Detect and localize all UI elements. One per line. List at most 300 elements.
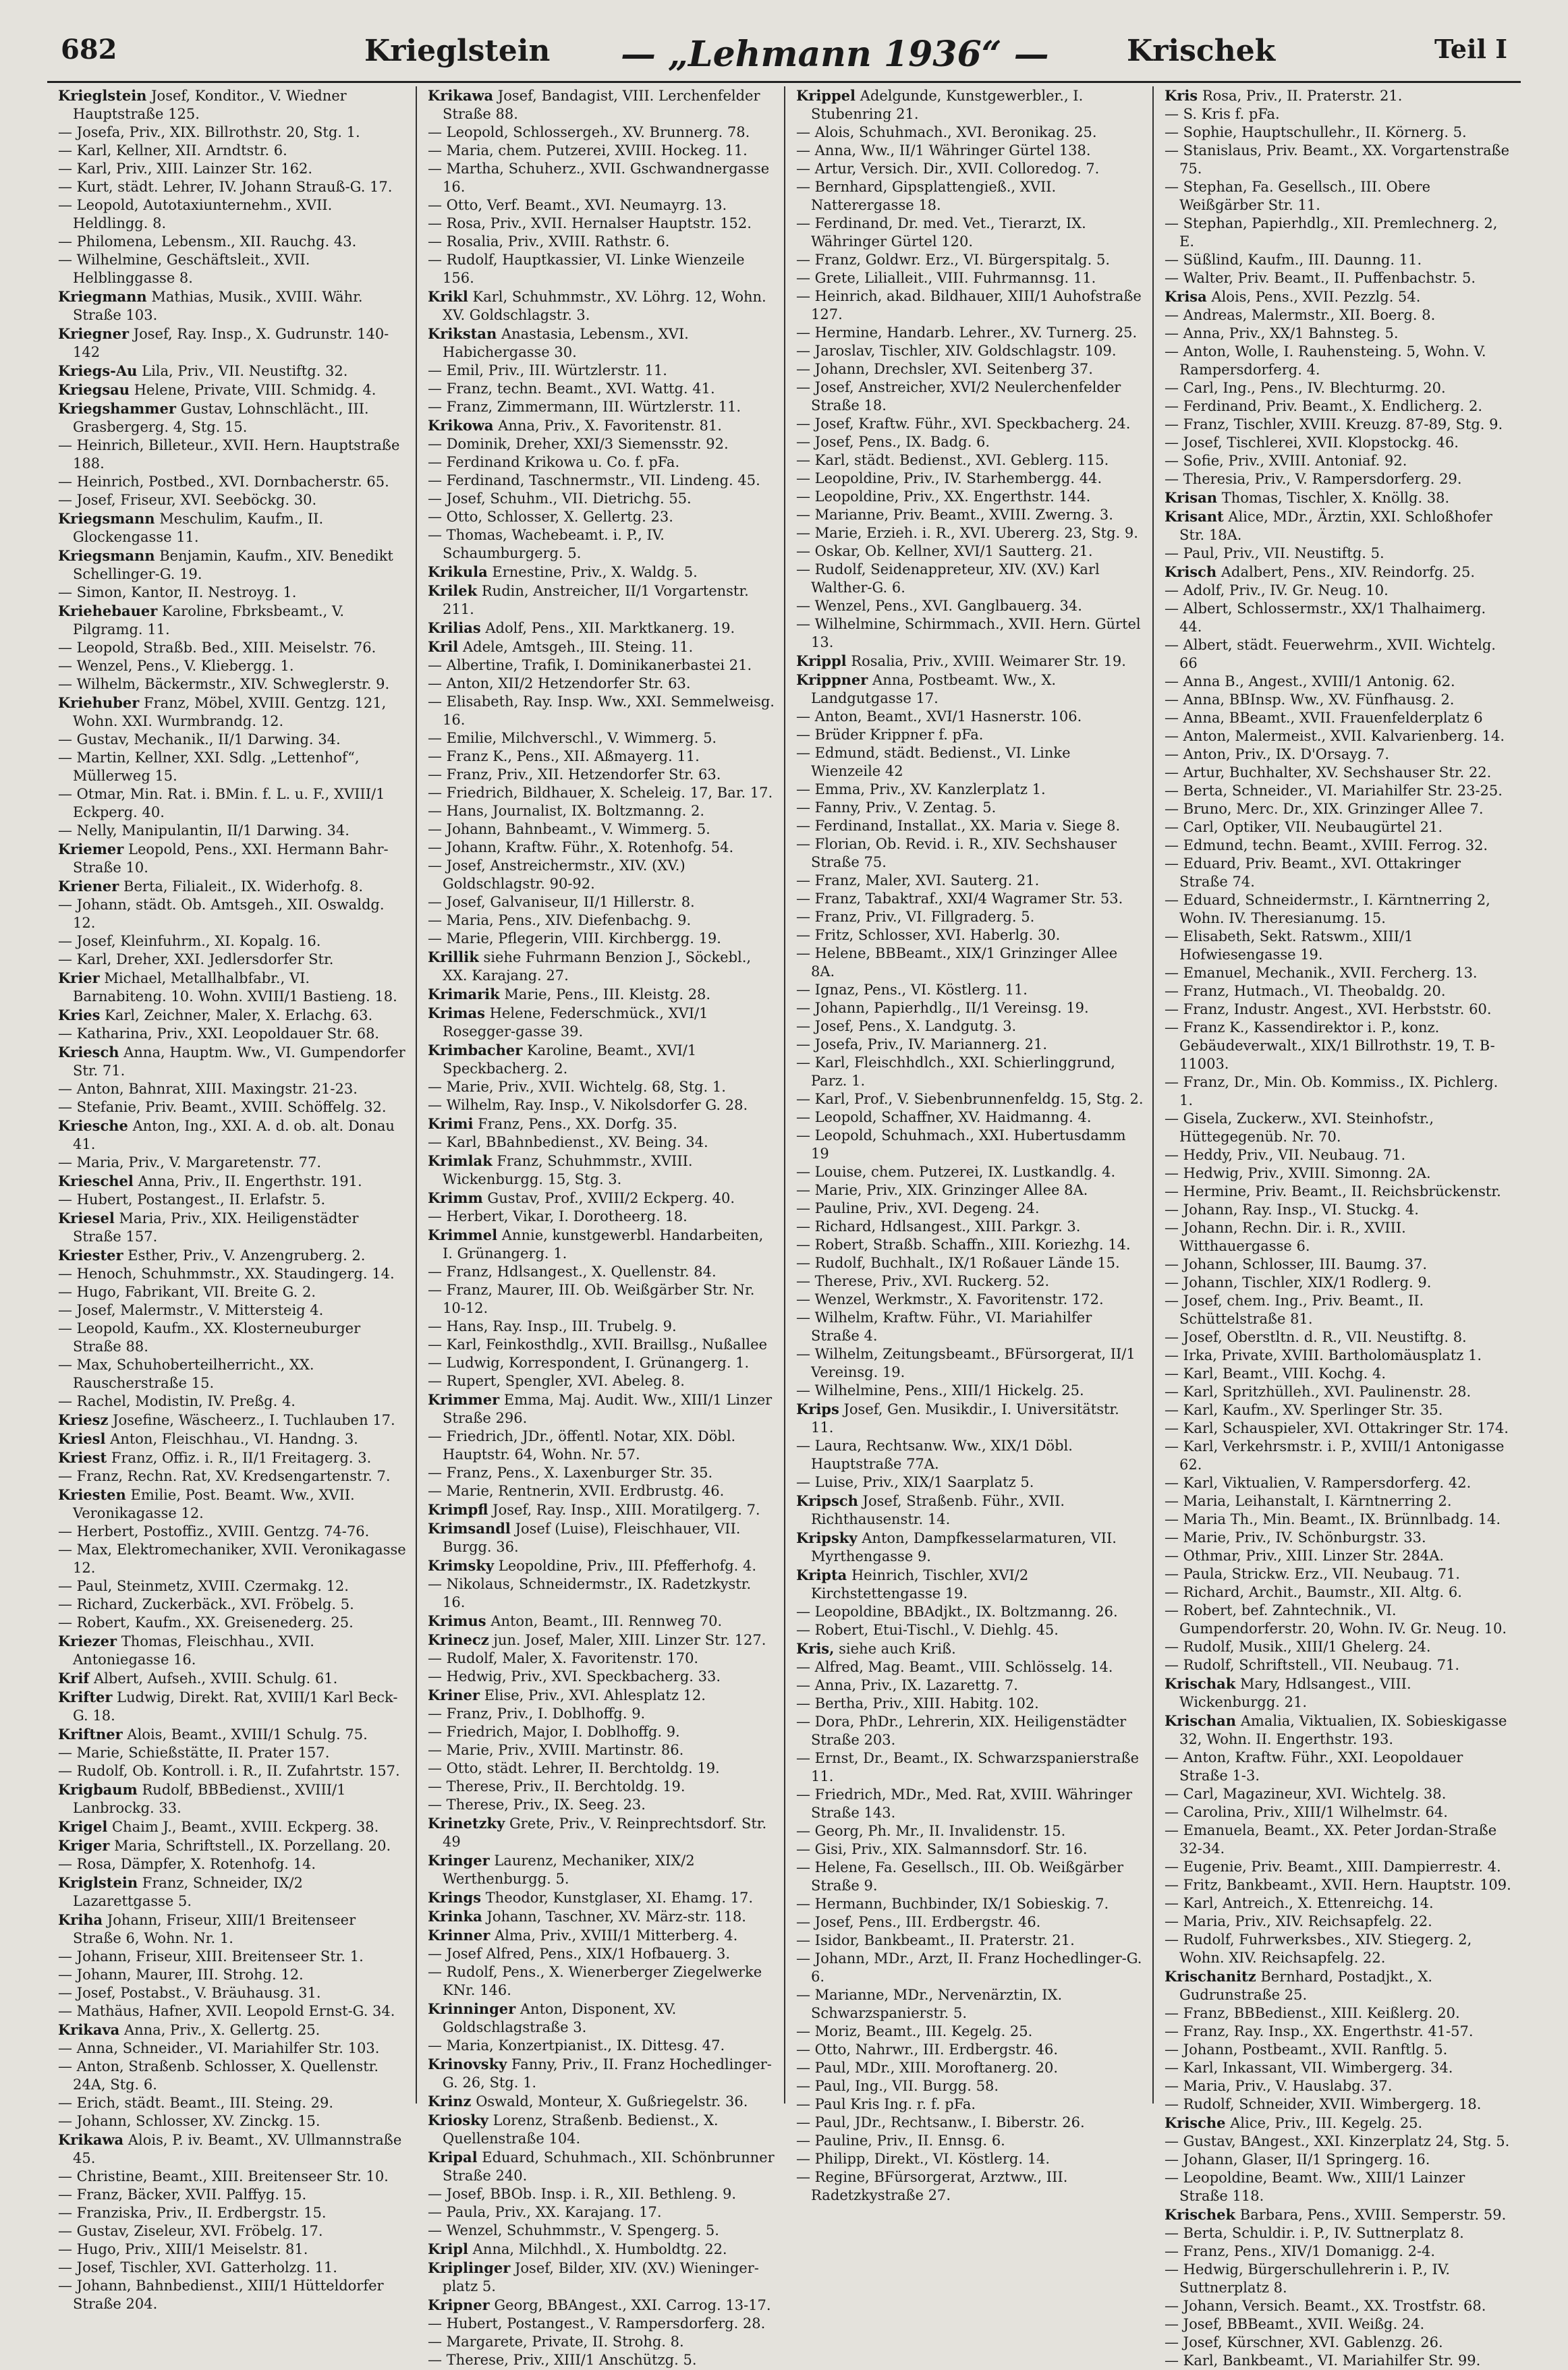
directory-entry: [796, 324, 1144, 342]
entry-surname: Krinka: [428, 1908, 482, 1925]
entry-surname: Kril: [428, 638, 459, 655]
directory-entry: [58, 822, 408, 840]
entry-text: Chaim J., Beamt., XVIII. Eckperg. 38.: [112, 1819, 379, 1835]
entry-text: — Rosalia, Priv., XVIII. Rathstr. 6.: [428, 233, 670, 250]
entry-text: — Pauline, Priv., XVI. Degeng. 24.: [796, 1200, 1040, 1216]
directory-entry: [428, 1004, 776, 1041]
entry-text: Michael, Metallhalbfabr., VI. Barnabiteng. 10. Wohn. XVIII/1 Bastieng. 18.: [73, 970, 397, 1005]
entry-text: Johann, Friseur, XIII/1 Breitenseer Straße 6, Wohn. Nr. 1.: [73, 1912, 356, 1946]
entry-text: — Josef, Oberstltn. d. R., VII. Neustiftg. 8.: [1165, 1329, 1467, 1345]
directory-entry: [796, 1931, 1144, 1950]
entry-text: — Georg, Ph. Mr., II. Invalidenstr. 15.: [796, 1823, 1066, 1839]
entry-text: — Therese, Priv., II. Berchtoldg. 19.: [428, 1778, 685, 1795]
entry-text: — Franz, Maler, XVI. Sauterg. 21.: [796, 872, 1040, 888]
directory-entry: [58, 1744, 408, 1762]
entry-text: Gustav, Prof., XVIII/2 Eckperg. 40.: [487, 1190, 735, 1206]
entry-text: Emma, Maj. Audit. Ww., XIII/1 Linzer Straße 296.: [443, 1392, 773, 1426]
entry-surname: Krinz: [428, 2093, 472, 2110]
entry-text: — Ernst, Dr., Beamt., IX. Schwarzspanierstraße 11.: [796, 1750, 1140, 1784]
entry-text: — Mathäus, Hafner, XVII. Leopold Ernst-G. 34.: [58, 2003, 395, 2019]
entry-text: — Anton, Wolle, I. Rauhensteing. 5, Wohn. V. Rampersdorferg. 4.: [1165, 343, 1486, 378]
directory-entry: [1165, 1674, 1513, 1712]
entry-surname: Kriner: [428, 1687, 480, 1703]
directory-entry: [428, 472, 776, 490]
entry-text: Anton, Disponent, XV. Goldschlagstraße 3.: [443, 2001, 677, 2035]
directory-entry: [796, 1236, 1144, 1254]
directory-entry: [58, 749, 408, 785]
directory-entry: [1165, 416, 1513, 434]
directory-entry: [1165, 1876, 1513, 1894]
directory-entry: [428, 1778, 776, 1796]
directory-entry: [428, 563, 776, 582]
directory-entry: [796, 2150, 1144, 2168]
directory-entry: [796, 2041, 1144, 2059]
entry-text: — Leopold, Schlossergeh., XV. Brunnerg. 78.: [428, 124, 750, 140]
entry-text: — Heinrich, Postbed., XVI. Dornbacherstr. 65.: [58, 474, 389, 490]
directory-entry: [1165, 215, 1513, 251]
entry-surname: Krinninger: [428, 2000, 516, 2017]
directory-entry: [58, 1301, 408, 1320]
entry-text: Helene, Federschmück., XVI/1 Rosegger-gasse 39.: [443, 1005, 708, 1040]
directory-entry: [428, 526, 776, 563]
directory-entry: [796, 1090, 1144, 1108]
entry-text: Karl, Schuhmmstr., XV. Löhrg. 12, Wohn. XV. Goldschlagstr. 3.: [443, 289, 766, 323]
entry-text: — Martin, Kellner, XXI. Sdlg. „Lettenhof“, Müllerweg 15.: [58, 750, 360, 784]
entry-text: — Paula, Priv., XX. Karajang. 17.: [428, 2204, 662, 2220]
directory-entry: [58, 1911, 408, 1948]
directory-entry: [58, 1632, 408, 1669]
directory-entry: [796, 744, 1144, 781]
directory-entry: [1165, 709, 1513, 727]
entry-text: — Alfred, Mag. Beamt., VIII. Schlösselg. 14.: [796, 1659, 1113, 1675]
entry-text: — Leopoldine, Priv., XX. Engerthstr. 144.: [796, 488, 1091, 505]
directory-entry: [58, 2094, 408, 2112]
directory-entry: [58, 196, 408, 233]
entry-text: — Dominik, Dreher, XXI/3 Siemensstr. 92.: [428, 436, 729, 452]
directory-entry: [1165, 2334, 1513, 2352]
entry-text: — Josef, Postabst., V. Bräuhausg. 31.: [58, 1985, 321, 2001]
entry-surname: Kriegshammer: [58, 400, 176, 417]
entry-text: — Josef, Kürschner, XVI. Gablenzg. 26.: [1165, 2334, 1443, 2350]
directory-entry: [1165, 855, 1513, 891]
entry-surname: Kris,: [796, 1640, 835, 1657]
directory-entry: [796, 470, 1144, 488]
entry-text: — Anton, Priv., IX. D'Orsayg. 7.: [1165, 746, 1390, 762]
entry-text: Alma, Priv., XVIII/1 Mitterberg. 4.: [494, 1927, 738, 1944]
directory-entry: [428, 287, 776, 325]
directory-entry: [428, 2222, 776, 2240]
entry-text: — Karl, Inkassant, VII. Wimbergerg. 34.: [1165, 2060, 1453, 2076]
directory-entry: [796, 1913, 1144, 1931]
directory-entry: [796, 1345, 1144, 1382]
entry-text: — Edmund, techn. Beamt., XVIII. Ferrog. 32.: [1165, 837, 1488, 853]
entry-text: — Elisabeth, Sekt. Ratswm., XIII/1 Hofwiesengasse 19.: [1165, 928, 1413, 963]
entry-text: — Carolina, Priv., XIII/1 Wilhelmstr. 64.: [1165, 1804, 1448, 1820]
directory-entry: [796, 1822, 1144, 1840]
directory-entry: [1165, 1565, 1513, 1583]
directory-entry: [1165, 600, 1513, 636]
entry-surname: Kriemer: [58, 841, 124, 857]
entry-text: Ludwig, Direkt. Rat, XVIII/1 Karl Beck-G. 18.: [73, 1689, 398, 1724]
entry-text: — Paul, Ing., VII. Burgg. 58.: [796, 2078, 999, 2094]
directory-entry: [58, 1966, 408, 1984]
entry-surname: Kripal: [428, 2149, 478, 2166]
directory-entry: [1165, 891, 1513, 928]
directory-entry: [428, 1686, 776, 1705]
directory-entry: [1165, 1712, 1513, 1749]
directory-entry: [58, 86, 408, 123]
entry-text: — Karl, städt. Bedienst., XVI. Geblerg. 115.: [796, 452, 1109, 468]
entry-text: Anna, Milchhdl., X. Humboldtg. 22.: [472, 2241, 727, 2257]
entry-text: — Josef, Anstreichermstr., XIV. (XV.) Goldschlagstr. 90-92.: [428, 857, 685, 892]
directory-entry: [428, 675, 776, 693]
entry-surname: Krikula: [428, 563, 488, 580]
entry-text: — Albert, Schlossermstr., XX/1 Thalhaimerg. 44.: [1165, 600, 1486, 635]
entry-text: — Brüder Krippner f. pFa.: [796, 727, 984, 743]
entry-text: — Anna, Priv., XX/1 Bahnsteg. 5.: [1165, 325, 1399, 341]
directory-entry: [58, 1430, 408, 1448]
directory-entry: [1165, 1529, 1513, 1547]
directory-entry: [1165, 1931, 1513, 1967]
entry-text: — Christine, Beamt., XIII. Breitenseer Str. 10.: [58, 2168, 389, 2184]
directory-entry: [796, 1639, 1144, 1658]
entry-text: Adelgunde, Kunstgewerbler., I. Stubenring 21.: [811, 88, 1084, 122]
directory-entry: [1165, 1292, 1513, 1328]
entry-text: Josef, Ray. Insp., XIII. Moratilgerg. 7.: [493, 1502, 760, 1518]
directory-entry: [796, 2059, 1144, 2077]
directory-entry: [1165, 2261, 1513, 2297]
directory-entry: [796, 835, 1144, 872]
entry-text: — Marie, Priv., IV. Schönburgstr. 33.: [1165, 1529, 1426, 1546]
entry-text: — Rudolf, Schneider, XVII. Wimbergerg. 18.: [1165, 2096, 1482, 2112]
directory-entry: [58, 436, 408, 473]
directory-entry: [428, 1464, 776, 1482]
directory-entry: [796, 1695, 1144, 1713]
entry-text: — Robert, Kaufm., XX. Greisenederg. 25.: [58, 1614, 354, 1631]
entry-text: Rosalia, Priv., XVIII. Weimarer Str. 19.: [851, 653, 1126, 669]
entry-text: — Johann, Kraftw. Führ., X. Rotenhofg. 54.: [428, 839, 734, 855]
directory-entry: [58, 932, 408, 951]
directory-entry: [1165, 2004, 1513, 2023]
header-left-keyword: Krieglstein: [364, 34, 551, 68]
directory-entry: [428, 1226, 776, 1263]
entry-surname: Krisant: [1165, 508, 1224, 525]
entry-text: — Karl, Viktualien, V. Rampersdorferg. 42.: [1165, 1475, 1472, 1491]
entry-text: — Johann, Versich. Beamt., XX. Trostfstr. 68.: [1165, 2298, 1486, 2314]
directory-entry: [428, 1372, 776, 1390]
directory-entry: [428, 1390, 776, 1428]
directory-entry: [796, 1749, 1144, 1786]
entry-text: Laurenz, Mechaniker, XIX/2 Werthenburgg. 5.: [443, 1853, 695, 1887]
directory-entry: [796, 1200, 1144, 1218]
entry-text: — Karl, Spritzhülleh., XVI. Paulinenstr. 28.: [1165, 1384, 1472, 1400]
entry-surname: Kripner: [428, 2296, 490, 2313]
entry-surname: Krimpfl: [428, 1501, 488, 1518]
directory-entry: [58, 233, 408, 251]
entry-text: — Max, Schuhoberteilherricht., XX. Rauscherstraße 15.: [58, 1357, 314, 1391]
directory-entry: [1165, 818, 1513, 837]
entry-text: — Eduard, Priv. Beamt., XVI. Ottakringer Straße 74.: [1165, 855, 1461, 890]
entry-surname: Krischan: [1165, 1712, 1237, 1729]
directory-entry: [796, 1603, 1144, 1621]
directory-entry: [796, 142, 1144, 160]
directory-entry: [58, 1523, 408, 1541]
directory-entry: [796, 981, 1144, 999]
directory-entry: [58, 1669, 408, 1688]
directory-entry: [428, 490, 776, 508]
entry-text: — Hermine, Priv. Beamt., II. Reichsbrückenstr.: [1165, 1183, 1501, 1200]
entry-text: Bernhard, Postadjkt., X. Gudrunstraße 25.: [1179, 1969, 1433, 2003]
directory-entry: [58, 2131, 408, 2168]
entry-surname: Krikstan: [428, 325, 497, 342]
entry-text: — Othmar, Priv., XIII. Linzer Str. 284A.: [1165, 1548, 1445, 1564]
entry-text: — Marie, Erzieh. i. R., XVI. Ubererg. 23, Stg. 9.: [796, 525, 1138, 541]
entry-text: — Grete, Lilialleit., VIII. Fuhrmannsg. 11.: [796, 270, 1096, 286]
directory-entry: [428, 802, 776, 820]
directory-entry: [58, 380, 408, 399]
entry-text: — Wenzel, Schuhmmstr., V. Spengerg. 5.: [428, 2222, 719, 2238]
directory-entry: [58, 473, 408, 491]
directory-entry: [428, 2185, 776, 2203]
entry-text: — Marianne, Priv. Beamt., XVIII. Zwerng. 3.: [796, 507, 1113, 523]
column-1: [47, 86, 416, 2312]
entry-text: Johann, Taschner, XV. März-str. 118.: [486, 1909, 746, 1925]
header-right-keyword: Krischek: [1127, 34, 1276, 68]
entry-surname: Krigel: [58, 1818, 108, 1835]
directory-entry: [1165, 1858, 1513, 1876]
directory-entry: [796, 1163, 1144, 1181]
entry-text: — Gisela, Zuckerw., XVI. Steinhofstr., Hüttegegenüb. Nr. 70.: [1165, 1110, 1434, 1145]
entry-text: — Helene, BBBeamt., XIX/1 Grinzinger Allee 8A.: [796, 945, 1118, 980]
directory-entry: [428, 1668, 776, 1686]
entry-surname: Krimmer: [428, 1391, 500, 1408]
entry-text: — Laura, Rechtsanw. Ww., XIX/1 Döbl. Hauptstraße 77A.: [796, 1438, 1073, 1472]
directory-entry: [428, 380, 776, 398]
entry-text: — Maria, Priv., V. Hauslabg. 37.: [1165, 2078, 1393, 2094]
entry-text: — Bertha, Priv., XIII. Habitg. 102.: [796, 1695, 1039, 1712]
directory-entry: [428, 123, 776, 142]
directory-entry: [428, 2333, 776, 2351]
directory-entry: [428, 1318, 776, 1336]
directory-entry: [796, 1309, 1144, 1345]
entry-surname: Krimmel: [428, 1226, 498, 1243]
entry-surname: Krikowa: [428, 417, 494, 434]
directory-entry: [58, 362, 408, 380]
directory-entry: [1165, 1638, 1513, 1656]
directory-entry: [1165, 2169, 1513, 2205]
entry-text: — Bruno, Merc. Dr., XIX. Grinzinger Allee 7.: [1165, 801, 1484, 817]
entry-text: — Maria, Priv., XIV. Reichsapfelg. 22.: [1165, 1913, 1432, 1929]
directory-entry: [796, 1840, 1144, 1859]
entry-text: Theodor, Kunstglaser, XI. Ehamg. 17.: [485, 1890, 754, 1906]
directory-entry: [796, 908, 1144, 926]
entry-text: Anna, Priv., X. Favoritenstr. 81.: [498, 418, 722, 434]
entry-text: — Maria, Pens., XIV. Diefenbachg. 9.: [428, 912, 692, 928]
entry-surname: Kriegsmann: [58, 547, 155, 564]
directory-entry: [428, 233, 776, 251]
directory-entry: [1165, 2114, 1513, 2133]
directory-entry: [796, 1473, 1144, 1492]
directory-entry: [58, 785, 408, 822]
directory-entry: [58, 2259, 408, 2277]
directory-entry: [58, 2204, 408, 2222]
directory-entry: [1165, 251, 1513, 269]
entry-surname: Krippner: [796, 671, 868, 688]
entry-text: Franz, Möbel, XVIII. Gentzg. 121, Wohn. XXI. Wurmbrandg. 12.: [73, 695, 387, 729]
entry-text: — Paula, Strickw. Erz., VII. Neubaug. 71.: [1165, 1566, 1460, 1582]
directory-entry: [1165, 343, 1513, 379]
entry-text: Marie, Pens., III. Kleistg. 28.: [504, 986, 711, 1003]
directory-entry: [1165, 86, 1513, 105]
directory-entry: [796, 160, 1144, 178]
directory-entry: [796, 890, 1144, 908]
entry-surname: Kriester: [58, 1247, 123, 1264]
entry-text: Josef, Bandagist, VIII. Lerchenfelder Straße 88.: [443, 88, 760, 122]
entry-text: — Maria, Leihanstalt, I. Kärntnerring 2.: [1165, 1493, 1452, 1509]
directory-entry: [428, 453, 776, 472]
directory-entry: [58, 142, 408, 160]
entry-text: — Henoch, Schuhmmstr., XX. Staudingerg. 14.: [58, 1266, 395, 1282]
directory-entry: [58, 2112, 408, 2131]
entry-text: Josef, Ray. Insp., X. Gudrunstr. 140-142: [73, 326, 389, 360]
directory-entry: [1165, 1583, 1513, 1602]
entry-text: Anna, Postbeamt. Ww., X. Landgutgasse 17.: [811, 672, 1057, 706]
directory-entry: [428, 1612, 776, 1631]
entry-text: — Rudolf, Hauptkassier, VI. Linke Wienzeile 156.: [428, 252, 745, 286]
entry-surname: Kriehebauer: [58, 602, 158, 619]
page-number: 682: [61, 34, 117, 65]
entry-text: — Katharina, Priv., XXI. Leopoldauer Str. 68.: [58, 1025, 380, 1042]
entry-text: — Franz K., Kassendirektor i. P., konz. Gebäudeverwalt., XIX/1 Billrothstr. 19, T. B-11003.: [1165, 1019, 1495, 1072]
entry-surname: Krisa: [1165, 288, 1207, 305]
directory-entry: [428, 619, 776, 638]
entry-surname: Kriener: [58, 878, 119, 895]
entry-text: — Anna, Ww., II/1 Währinger Gürtel 138.: [796, 142, 1091, 159]
directory-entry: [796, 123, 1144, 142]
directory-entry: [796, 671, 1144, 708]
entry-text: — Franz, Tabaktraf., XXI/4 Wagramer Str. 53.: [796, 891, 1123, 907]
directory-entry: [58, 951, 408, 969]
entry-text: — Wilhelm, Bäckermstr., XIV. Schweglerstr. 9.: [58, 676, 390, 692]
directory-entry: [58, 602, 408, 639]
directory-entry: [428, 1096, 776, 1115]
entry-text: — Ludwig, Korrespondent, I. Grünangerg. 1.: [428, 1355, 750, 1371]
directory-entry: [796, 615, 1144, 652]
entry-text: — Erich, städt. Beamt., III. Steing. 29.: [58, 2095, 334, 2111]
entry-text: — Rosa, Priv., XVII. Hernalser Hauptstr. 152.: [428, 215, 752, 231]
directory-entry: [428, 747, 776, 766]
directory-entry: [58, 2039, 408, 2058]
entry-text: — Rosa, Dämpfer, X. Rotenhofg. 14.: [58, 1856, 316, 1872]
directory-entry: [428, 2203, 776, 2222]
entry-text: — Franz, Pens., XIV/1 Domanigg. 2-4.: [1165, 2243, 1436, 2259]
directory-entry: [1165, 1401, 1513, 1419]
entry-text: Georg, BBAngest., XXI. Carrog. 13-17.: [494, 2297, 771, 2313]
entry-text: — Philipp, Direkt., VI. Köstlerg. 14.: [796, 2151, 1051, 2167]
directory-entry: [796, 360, 1144, 378]
entry-text: — Hugo, Fabrikant, VII. Breite G. 2.: [58, 1284, 316, 1300]
entry-text: — Johann, Bahnbedienst., XIII/1 Hütteldorfer Straße 204.: [58, 2278, 384, 2312]
directory-entry: [428, 1631, 776, 1649]
directory-entry: [58, 1614, 408, 1632]
directory-entry: [1165, 1511, 1513, 1529]
entry-text: Benjamin, Kaufm., XIV. Benedikt Schellinger-G. 19.: [73, 548, 393, 582]
entry-text: — Franz, Hutmach., VI. Theobaldg. 20.: [1165, 983, 1446, 999]
header-part-label: Teil I: [1434, 34, 1507, 64]
directory-entry: [796, 86, 1144, 123]
directory-entry: [796, 799, 1144, 817]
directory-entry: [58, 969, 408, 1006]
entry-text: Thomas, Tischler, X. Knöllg. 38.: [1221, 490, 1450, 506]
directory-entry: [428, 2111, 776, 2148]
directory-entry: [428, 1115, 776, 1133]
entry-surname: Krilias: [428, 619, 481, 636]
directory-entry: [58, 546, 408, 584]
directory-entry: [1165, 452, 1513, 470]
directory-entry: [1165, 1492, 1513, 1511]
entry-text: — Johann, Drechsler, XVI. Seitenberg 37.: [796, 361, 1093, 377]
directory-entry: [1165, 2224, 1513, 2242]
entry-text: — Rudolf, Maler, X. Favoritenstr. 170.: [428, 1650, 699, 1666]
entry-text: — Paul, Priv., VII. Neustiftg. 5.: [1165, 545, 1384, 561]
directory-entry: [58, 1688, 408, 1725]
directory-entry: [1165, 178, 1513, 215]
entry-text: — Rudolf, Ob. Kontroll. i. R., II. Zufahrtstr. 157.: [58, 1763, 400, 1779]
directory-entry: [1165, 964, 1513, 982]
directory-entry: [58, 491, 408, 509]
directory-entry: [428, 1888, 776, 1907]
entry-text: Ernestine, Priv., X. Waldg. 5.: [492, 564, 698, 580]
directory-entry: [796, 944, 1144, 981]
directory-entry: [58, 1577, 408, 1596]
directory-entry: [796, 287, 1144, 324]
directory-entry: [428, 142, 776, 160]
entry-text: — Stephan, Papierhdlg., XII. Premlechnerg. 2, E.: [1165, 215, 1498, 250]
directory-entry: [58, 1984, 408, 2002]
entry-text: — Josef, Kleinfuhrm., XI. Kopalg. 16.: [58, 933, 321, 949]
directory-entry: [428, 693, 776, 729]
directory-entry: [428, 1428, 776, 1464]
entry-surname: Kriegsau: [58, 381, 130, 398]
directory-entry: [1165, 1219, 1513, 1255]
directory-entry: [1165, 928, 1513, 964]
entry-text: — Franz, Bäcker, XVII. Palffyg. 15.: [58, 2186, 307, 2203]
entry-text: — Leopold, Kaufm., XX. Klosterneuburger Straße 88.: [58, 1320, 361, 1355]
entry-text: — Leopold, Schuhmach., XXI. Hubertusdamm 19: [796, 1127, 1126, 1162]
entry-text: — Regine, BFürsorgerat, Arztww., III. Radetzkystraße 27.: [796, 2169, 1068, 2203]
entry-surname: Krinetzky: [428, 1815, 505, 1832]
entry-text: — Emanuela, Beamt., XX. Peter Jordan-Straße 32-34.: [1165, 1822, 1497, 1857]
entry-text: Rosa, Priv., II. Praterstr. 21.: [1202, 88, 1403, 104]
directory-entry: [796, 251, 1144, 269]
entry-text: Anton, Fleischhau., VI. Handng. 3.: [110, 1431, 358, 1447]
directory-entry: [428, 820, 776, 839]
directory-entry: [428, 638, 776, 656]
entry-text: — Artur, Versich. Dir., XVII. Colloredog. 7.: [796, 161, 1100, 177]
directory-entry: [796, 708, 1144, 726]
entry-surname: Krikl: [428, 288, 468, 305]
directory-entry: [428, 1926, 776, 1945]
entry-text: — Sofie, Priv., XVIII. Antoniaf. 92.: [1165, 453, 1407, 469]
directory-entry: [58, 1780, 408, 1817]
entry-surname: Kris: [1165, 87, 1198, 104]
entry-text: — Josef, Tischlerei, XVII. Klopstockg. 46.: [1165, 434, 1459, 451]
entry-text: Helene, Private, VIII. Schmidg. 4.: [134, 382, 376, 398]
entry-text: — Süßlind, Kaufm., III. Daunng. 11.: [1165, 252, 1422, 268]
entry-text: — Heinrich, Billeteur., XVII. Hern. Hauptstraße 188.: [58, 437, 400, 472]
directory-entry: [796, 561, 1144, 597]
directory-entry: [58, 1873, 408, 1911]
